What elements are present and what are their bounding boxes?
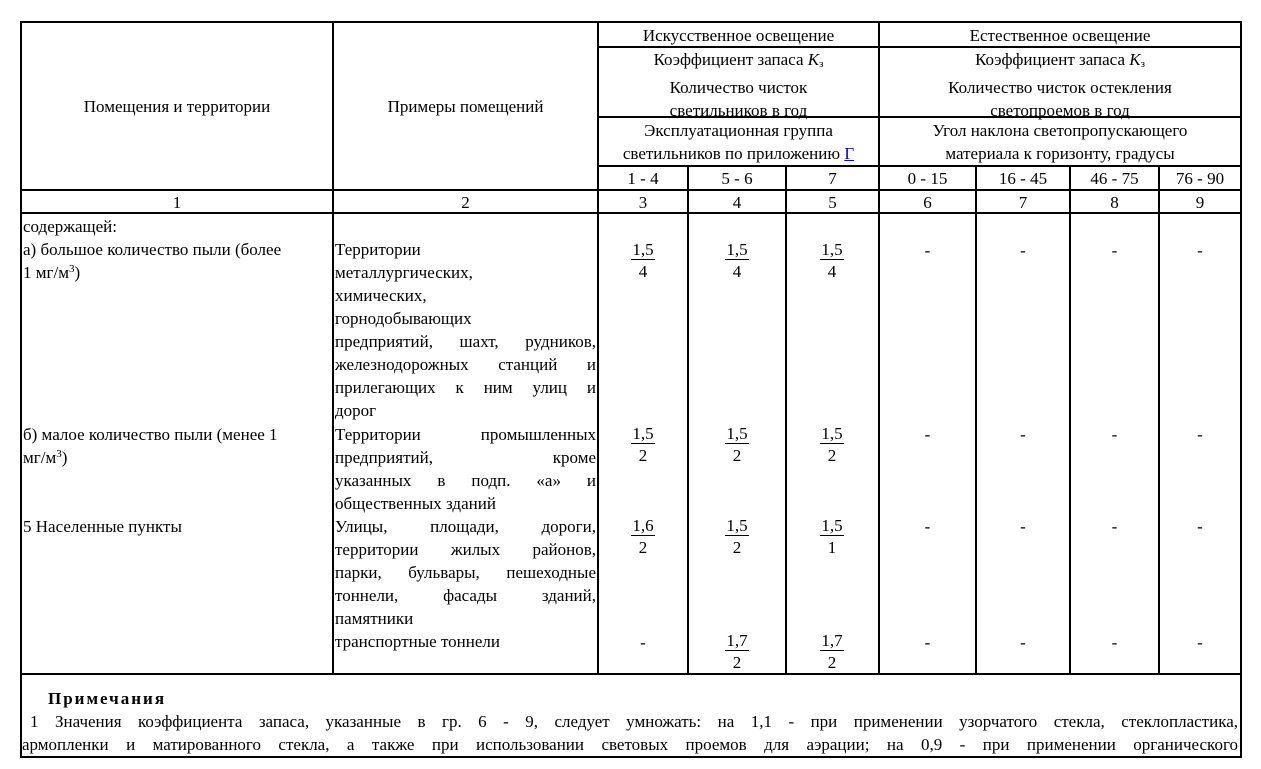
value-fraction [812,423,852,467]
column-number-2: 2 [461,193,470,212]
value-fraction [623,239,663,283]
fraction-denominator: 2 [638,538,648,557]
subcol-1-4: 1 - 4 [627,169,659,188]
coef-label: Коэффициент запаса [653,50,808,69]
row-b-col2-line: предприятий, кроме [335,448,596,467]
header-natural-coef-line1 [880,48,1240,76]
value-fraction [717,239,757,283]
value-dash: - [640,633,646,652]
fraction-denominator: 4 [638,262,648,281]
value-dash: - [924,425,931,444]
subcol-5-6: 5 - 6 [721,169,753,188]
fraction-numerator: 1,5 [821,240,843,259]
fraction-numerator: 1,6 [632,516,654,535]
row-tunnels-col2: транспортные тоннели [335,632,500,651]
notes-bottom-border [20,756,1242,758]
table-border-right [1240,21,1242,758]
header-artificial-group-line2 [599,142,878,165]
note-line-1: 1 Значения коэффициента запаса, указанные в гр. 6 - 9, следует умножать: на 1,1 - при применении узорчатого стекла, стеклопластика, [30,712,1238,731]
fraction-numerator: 1,7 [821,631,843,650]
header-artificial-group [599,119,878,165]
fraction-numerator: 1,5 [726,240,748,259]
row-5-col1: 5 Населенные пункты [23,517,182,536]
header-col2-title: Примеры помещений [387,97,544,116]
value-dash: - [1197,633,1203,652]
row-a-col2-line: горнодобывающих [335,309,472,328]
value-fraction [812,630,852,674]
col-divider-1-2 [332,21,334,675]
note-line-2: армопленки и матированного стекла, а также при использовании световых проемов для аэрации; на 0,9 - при применении органического [22,735,1238,754]
unit-text: мг/м [23,448,57,467]
value-fraction [812,515,852,559]
value-fraction [717,423,757,467]
column-number-7: 7 [1018,193,1028,212]
value-dash: - [1197,241,1203,260]
header-artificial-coef-line3: светильников в год [669,101,808,120]
value-dash: - [1111,241,1118,260]
coef-subscript: з [819,58,824,70]
header-natural-coef-line2: Количество чисток остекления [948,78,1172,97]
header-natural-angle [880,119,1240,165]
row-a-col2-line: прилегающих к ним улиц и [335,378,596,397]
body-bottom-border [20,673,1242,675]
value-dash: - [1197,517,1203,536]
fraction-denominator: 4 [732,262,742,281]
fraction-denominator: 1 [827,538,837,557]
fraction-numerator: 1,5 [726,424,748,443]
appendix-link[interactable]: Г [844,144,855,163]
fraction-denominator: 2 [638,446,648,465]
value-dash: - [1197,425,1203,444]
value-dash: - [1111,633,1118,652]
row-b-col1-line2 [23,446,67,469]
row-b-col2-line: Территории промышленных [335,425,596,444]
value-dash: - [924,517,931,536]
table-border-top [20,21,1242,23]
fraction-numerator: 1,5 [821,424,843,443]
header-natural-angle-line2: материала к горизонту, градусы [945,144,1175,163]
row-5-col2-line: тоннели, фасады зданий, [335,586,596,605]
fraction-denominator: 2 [732,446,742,465]
coef-symbol: K [807,50,820,69]
fraction-denominator: 2 [827,446,837,465]
row-b-col1-line1: б) малое количество пыли (менее 1 [23,425,278,444]
fraction-numerator: 1,5 [821,516,843,535]
row-a-col2-line: дорог [335,401,377,420]
row-5-col2-line: Улицы, площади, дороги, [335,517,596,536]
unit-text: 1 мг/м [23,263,69,282]
fraction-numerator: 1,7 [726,631,748,650]
row-a-col2-line: предприятий, шахт, рудников, [335,332,596,351]
column-number-5: 5 [828,193,837,212]
row-b-col2-line: указанных в подп. «а» и [335,471,596,490]
subcol-16-45: 16 - 45 [998,169,1048,188]
value-fraction [623,423,663,467]
row-b-col2-line: общественных зданий [335,494,496,513]
unit-exponent: 3 [68,263,75,275]
value-dash: - [1020,425,1026,444]
fraction-denominator: 2 [732,538,742,557]
subcol-7: 7 [828,169,837,188]
value-dash: - [1020,633,1026,652]
row-a-col2-line: железнодорожных станций и [335,355,596,374]
header-natural-title: Естественное освещение [969,26,1151,45]
fraction-numerator: 1,5 [726,516,748,535]
column-number-9: 9 [1195,193,1205,212]
row-a-col2-line: Территории [335,240,421,259]
subcol-46-75: 46 - 75 [1090,169,1139,188]
column-number-4: 4 [732,193,742,212]
col-divider-3-4 [687,165,689,675]
row-a-col1-line2 [23,261,80,284]
header-artificial-coef [599,48,878,122]
header-artificial-title: Искусственное освещение [642,26,835,45]
row-5-col2-line: памятники [335,609,414,628]
coef-label: Коэффициент запаса [975,50,1130,69]
row-5-col2-line: парки, бульвары, пешеходные [335,563,596,582]
fraction-denominator: 2 [732,653,742,672]
value-dash: - [924,633,931,652]
fraction-denominator: 4 [827,262,837,281]
column-number-6: 6 [923,193,932,212]
col-divider-4-5 [785,165,787,675]
column-number-3: 3 [638,193,648,212]
row-intro-text: содержащей: [23,217,117,236]
unit-close: ) [61,448,68,467]
row-5-col2-line: территории жилых районов, [335,540,596,559]
header-artificial-coef-line1 [599,48,878,76]
value-dash: - [1111,517,1118,536]
value-fraction [812,239,852,283]
group-label: светильников по приложению [622,144,845,163]
header-natural-angle-line1: Угол наклона светопропускающего [932,121,1188,140]
unit-exponent: 3 [56,448,62,460]
subcol-76-90: 76 - 90 [1175,169,1225,188]
value-dash: - [1111,425,1118,444]
coef-subscript: з [1140,58,1145,70]
column-number-1: 1 [172,193,182,212]
unit-close: ) [74,263,81,282]
header-natural-coef-line3: светопроемов в год [990,101,1130,120]
value-dash: - [1020,517,1026,536]
row-a-col2-line: химических, [335,286,427,305]
row-a-col2-line: металлургических, [335,263,473,282]
fraction-numerator: 1,5 [632,240,654,259]
column-number-8: 8 [1110,193,1119,212]
row-a-col1-line1: а) большое количество пыли (более [23,240,282,259]
value-dash: - [1020,241,1026,260]
coef-symbol: K [1129,50,1141,69]
value-fraction [623,515,663,559]
fraction-numerator: 1,5 [632,424,654,443]
subcol-0-15: 0 - 15 [907,169,948,188]
value-fraction [717,515,757,559]
notes-title: Примечания [48,689,167,708]
header-natural-coef [880,48,1240,122]
value-dash: - [924,241,931,260]
header-artificial-coef-line2: Количество чисток [669,78,808,97]
value-fraction [717,630,757,674]
table-border-left [20,21,22,758]
header-artificial-group-line1: Эксплуатационная группа [644,121,833,140]
header-col1-title: Помещения и территории [83,97,271,116]
fraction-denominator: 2 [827,653,837,672]
